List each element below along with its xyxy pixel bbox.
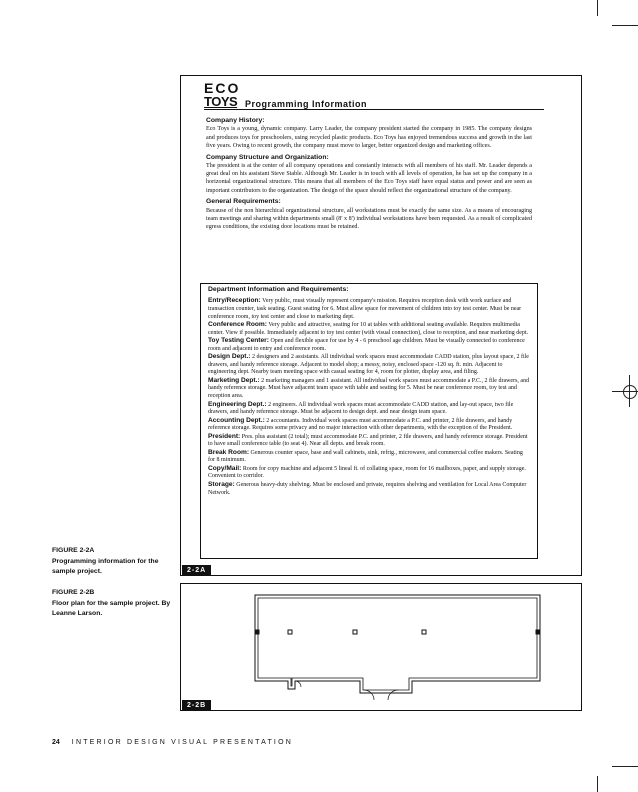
department-name: Copy/Mail: [208,464,242,472]
department-name: Storage: [208,480,235,488]
department-name: Design Dept.: [208,353,251,361]
title-rule [204,109,544,110]
department-item [208,321,530,337]
department-text: Generous heavy-duty shelving. Must be enclosed and private, requires shelving and ventilation for Local Area Computer Network. [208,481,527,496]
department-item [208,377,530,401]
department-text: 2 engineers. All individual work spaces must accommodate CADD station, and lay-out space, two file drawers, and handy reference storage. Must be adjacent to design dept. and near design team space. [208,401,514,416]
department-name: Break Room: [208,448,250,456]
door-swing [295,681,301,687]
department-item [208,353,530,377]
crop-mark [597,0,598,16]
brand-toys: TOYS [204,94,238,109]
column [422,630,426,634]
caption-label: FIGURE 2-2B [52,589,95,596]
column [353,630,357,634]
caption-label: FIGURE 2-2A [52,547,95,554]
department-item [208,433,530,449]
crop-mark [597,776,598,792]
department-name: Marketing Dept.: [208,376,260,384]
department-text: Pres. plus assistant (2 total); must accommodate P.C. and printer, 2 file drawers, and handy reference storage. President to have small conference table (to seat 4). Near all depts. and break room. [208,433,528,448]
department-item [208,337,530,353]
program-sections [206,117,532,235]
door-swing [388,690,398,700]
department-text: Room for copy machine and adjacent 5 lineal ft. of collating space, room for 16 mailboxes, paper, and supply storage. Convenient to corridor. [208,465,526,480]
column [288,630,292,634]
department-item [208,297,530,321]
department-item [208,449,530,465]
section-body: The president is at the center of all company operations and constantly interacts with all members of his staff. Mr. Leader depends a great deal on his assistant Steve Stable. Although Mr. Leader is in touch with all levels of operation, he has set up the company in a horizontal organizational structure. This means that all members of the Eco Toys staff have equal status and power and are seen as important contributors to the organization. The design of the space should reflect the organizational structure of the company. [206,162,532,194]
department-text: 2 designers and 2 assistants. All individual work spaces must accommodate CADD station, plus layout space, 2 file drawers, and handy reference storage. Adjacent to model shop; a messy, noisy, enclosed space -120 sq. ft. min. Adjacent to engineering dept. Nearby team meeting space with casual seating for 4, room for plotter, display area, and filing. [208,354,529,376]
figure-tag-2-2b: 2-2B [182,700,211,711]
registration-mark-icon [623,385,637,399]
brand-eco: ECO [204,80,241,96]
caption-text: Programming information for the sample project. [52,557,159,575]
door-swing [364,690,374,700]
figure-tag-2-2a: 2-2A [182,565,211,576]
department-text: Very public and attractive, seating for 10 at tables with additional seating available. Requires multimedia center. View if possible. Immediately adjacent to toy test center (with visual connection), close to reception, and near marketing dept. [208,322,529,336]
department-text: 2 marketing managers and 1 assistant. All individual work spaces must accommodate a P.C., 2 file drawers, and handy reference storage. Must have adjacent team space with table and seating for 5. Must be near conference room, toy test and reception area. [208,377,530,399]
department-text: Generous counter space, base and wall cabinets, sink, refrig., microwave, and commercial coffee makers. Seating for 8 minimum. [208,449,523,464]
floor-plan [180,583,582,711]
caption-figure-2-2a [52,546,177,578]
caption-text: Floor plan for the sample project. By Leanne Larson. [52,599,171,617]
caption-figure-2-2b [52,588,177,620]
section-heading: Company History: [206,117,265,124]
department-item [208,465,530,481]
floor-plan-inner-wall [258,598,537,690]
department-text: Open and flexible space for use by 4 - 6 preschool age children. Must be visually connected to conference room and adjacent to entry and conference room. [208,338,525,352]
department-name: Engineering Dept.: [208,400,267,408]
department-text: 2 accountants. Individual work spaces must accommodate a P.C. and printer, 2 file drawers, and handy reference storage. Requires some privacy and no major interaction with other departments, with the exception of the President. [208,417,513,432]
department-item [208,401,530,417]
column [256,630,259,634]
column [536,630,539,634]
department-item [208,481,530,497]
departments-heading: Department Information and Requirements: [208,286,349,293]
department-name: President: [208,432,241,440]
section-body: Because of the non hierarchical organizational structure, all workstations must be exactly the same size. As a means of encouraging team meetings and sharing within departments small (8' x 8') individual workstations have been requested. As a result of complicated egress conditions, the existing door locations must be retained. [206,207,532,231]
programming-title: Programming Information [245,99,368,109]
department-name: Toy Testing Center: [208,337,269,345]
section-body: Eco Toys is a young, dynamic company. Larry Leader, the company president started the company in 1985. The company designs and produces toys for preschoolers, using recycled plastic products. Eco Toys has enjoyed tremendous success and growth in the last five years. Owing to recent growth, the company must move to larger, better organized design and marketing offices. [206,126,532,149]
crop-mark [612,25,638,26]
department-item [208,417,530,433]
page-footer [52,739,293,746]
section-heading: General Requirements: [206,198,281,206]
department-name: Entry/Reception: [208,297,261,305]
department-list [208,286,530,497]
department-name: Accounting Dept.: [208,416,265,424]
section-heading: Company Structure and Organization: [206,153,329,161]
crop-mark [612,766,638,767]
department-text: Very public, must visually represent company's mission. Requires reception desk with work surface and transaction counter, task seating. Guest seating for 6. Must allow space for movement of children into toy test center. Must be near conference room, toy test center and close to marketing dept. [208,298,522,320]
department-name: Conference Room: [208,321,267,329]
running-title: INTERIOR DESIGN VISUAL PRESENTATION [71,739,293,746]
page-number: 24 [52,739,60,746]
